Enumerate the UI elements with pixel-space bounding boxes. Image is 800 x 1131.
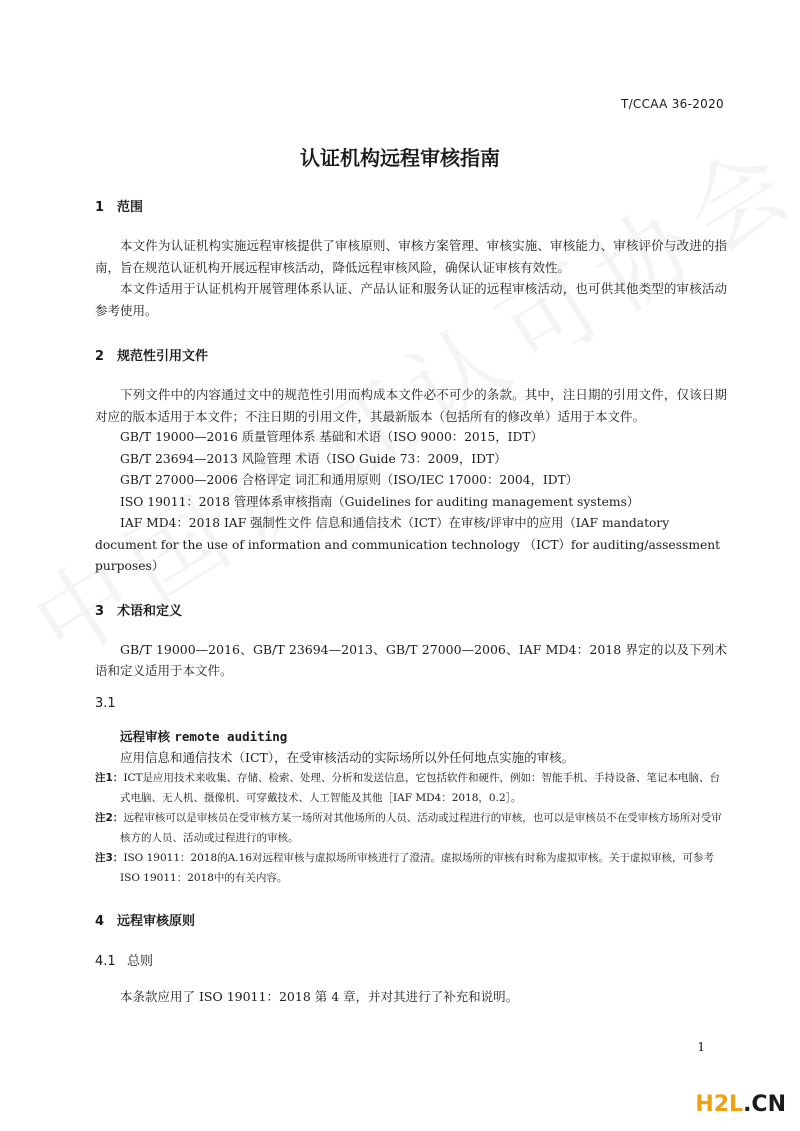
note-label: 注2： [95, 812, 124, 824]
standard-code: T/CCAA 36-2020 [620, 97, 724, 111]
note-label: 注1： [95, 772, 124, 784]
section-2-heading [95, 347, 727, 367]
note-text: ISO 19011：2018的A.16对远程审核与虚拟场所审核进行了澄清。虚拟场所的审核有时称为虚拟审核。关于虚拟审核，可参考ISO 19011：2018中的有关内容。 [120, 852, 715, 884]
paragraph: 本文件适用于认证机构开展管理体系认证、产品认证和服务认证的远程审核活动，也可供其他类型的审核活动参考使用。 [95, 281, 727, 318]
page-title: 认证机构远程审核指南 [300, 146, 500, 170]
section-number: 2 [95, 349, 105, 364]
subsection-number: 4.1 [95, 954, 116, 969]
term-entry [95, 726, 727, 747]
term-chinese: 远程审核 [120, 728, 171, 744]
paragraph: GB/T 19000—2016、GB/T 23694—2013、GB/T 27000—2006、IAF MD4：2018 界定的以及下列术语和定义适用于本文件。 [95, 641, 727, 678]
section-title: 术语和定义 [117, 603, 183, 619]
note-text: ICT是应用技术来收集、存储、检索、处理、分析和发送信息，它包括软件和硬件，例如：智能手机、手持设备、笔记本电脑、台式电脑、无人机、摄像机、可穿戴技术、人工智能及其他［IAF MD4：2018，0.2］。 [120, 772, 720, 804]
subsection-heading [95, 952, 727, 972]
note-label: 注3： [95, 852, 124, 864]
logo-text-part2: .CN [743, 1092, 786, 1117]
reference-item: GB/T 27000—2006 合格评定 词汇和通用原则（ISO/IEC 17000：2004，IDT） [120, 473, 579, 487]
section-number: 3 [95, 603, 105, 619]
note-text: 远程审核可以是审核员在受审核方某一场所对其他场所的人员、活动或过程进行的审核，也可以是审核员不在受审核方场所对受审核方的人员、活动或过程进行的审核。 [120, 812, 722, 844]
paragraph: 下列文件中的内容通过文中的规范性引用而构成本文件必不可少的条款。其中，注日期的引用文件，仅该日期对应的版本适用于本文件；不注日期的引用文件，其最新版本（包括所有的修改单）适用于本文件。 [95, 387, 727, 424]
reference-item: GB/T 19000—2016 质量管理体系 基础和术语（ISO 9000：2015，IDT） [120, 430, 543, 444]
page-number: 1 [697, 1040, 705, 1054]
site-logo [695, 1092, 786, 1117]
reference-item: ISO 19011：2018 管理体系审核指南（Guidelines for auditing management systems） [120, 494, 640, 509]
term-definition: 应用信息和通信技术（ICT），在受审核活动的实际场所以外任何地点实施的审核。 [120, 749, 575, 765]
note-item [95, 768, 727, 808]
section-number: 4 [95, 914, 105, 929]
subsection-title: 总则 [127, 954, 154, 969]
section-title: 远程审核原则 [117, 914, 196, 929]
paragraph: 本文件为认证机构实施远程审核提供了审核原则、审核方案管理、审核实施、审核能力、审核评价与改进的指南，旨在规范认证机构开展远程审核活动，降低远程审核风险，确保认证审核有效性。 [95, 238, 727, 275]
section-title: 范围 [117, 200, 144, 215]
paragraph: 本条款应用了 ISO 19011：2018 第 4 章，并对其进行了补充和说明。 [120, 989, 519, 1004]
note-item [95, 848, 727, 888]
term-english: remote auditing [174, 728, 288, 744]
reference-item: IAF MD4：2018 IAF 强制性文件 信息和通信技术（ICT）在审核/评审中的应用（IAF mandatory document for the use of information and communication technology （ICT）for auditing/assessment purposes） [95, 516, 721, 573]
section-4-heading [95, 912, 727, 932]
subsection-number: 3.1 [95, 695, 116, 711]
section-3-heading [95, 602, 727, 622]
section-title: 规范性引用文件 [117, 349, 209, 364]
note-item [95, 808, 727, 848]
section-1-heading [95, 198, 727, 218]
section-number: 1 [95, 200, 105, 215]
reference-item: GB/T 23694—2013 风险管理 术语（ISO Guide 73：2009，IDT） [120, 451, 507, 466]
logo-text-part1: H2L [695, 1092, 744, 1117]
document-body [95, 198, 727, 1008]
